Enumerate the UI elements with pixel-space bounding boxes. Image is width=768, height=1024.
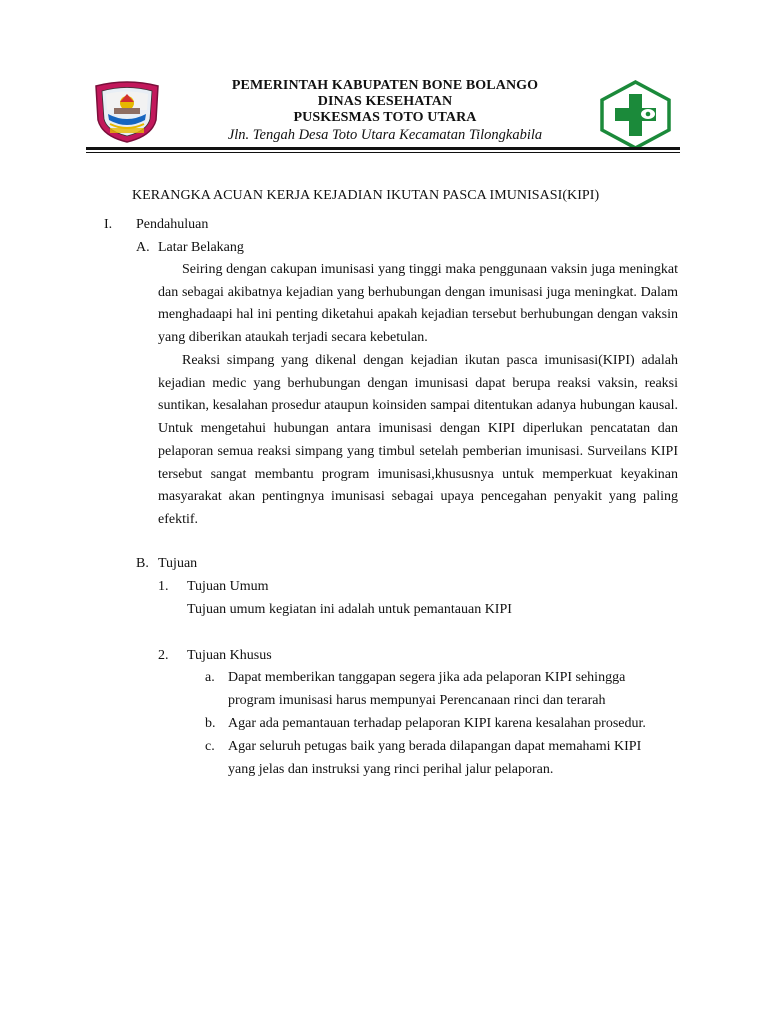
bone-bolango-crest-logo	[92, 80, 162, 144]
letterhead-rule-thin	[86, 152, 680, 153]
point-letter: a.	[205, 670, 215, 685]
item-heading: Tujuan Umum	[187, 579, 269, 594]
puskesmas-cross-logo	[598, 80, 673, 150]
item-number: 1.	[158, 579, 169, 594]
letterhead-government: PEMERINTAH KABUPATEN BONE BOLANGO	[231, 78, 539, 93]
letterhead-agency: DINAS KESEHATAN	[317, 94, 453, 109]
point-letter: b.	[205, 716, 216, 731]
document-title: KERANGKA ACUAN KERJA KEJADIAN IKUTAN PASCA IMUNISASI(KIPI)	[132, 188, 600, 203]
subsection-number: A.	[136, 240, 150, 255]
subsection-heading: Tujuan	[158, 556, 198, 571]
section-number: I.	[104, 217, 113, 232]
background-paragraph-2: Reaksi simpang yang dikenal dengan kejadian ikutan pasca imunisasi(KIPI) adalah kejadian medic yang berhubungan dengan imunisasi dapat berupa reaksi vaksin, reaksi suntikan, kesalahan prosedur ataupun koinsiden sampai ditentukan adanya hubungan kausal. Untuk mengetahui hubungan antara imunisasi dengan KIPI diperlukan pencatatan dan pelaporan semua reaksi simpang yang timbul setelah pemberian imunisasi. Surveilans KIPI tersebut sangat membantu program imunisasi,khususnya untuk memperkuat keyakinan masyarakat akan pentingnya imunisasi sebagai upaya pencegahan penyakit yang paling efektif.	[158, 353, 678, 527]
item-text: Tujuan umum kegiatan ini adalah untuk pemantauan KIPI	[187, 602, 512, 617]
point-letter: c.	[205, 739, 215, 754]
point-text: Agar ada pemantauan terhadap pelaporan KIPI karena kesalahan prosedur.	[228, 716, 646, 731]
letterhead	[180, 78, 590, 144]
item-number: 2.	[158, 648, 169, 663]
point-text: Agar seluruh petugas baik yang berada dilapangan dapat memahami KIPI	[228, 739, 642, 754]
letterhead-clinic: PUSKESMAS TOTO UTARA	[293, 110, 477, 125]
section-heading: Pendahuluan	[136, 217, 209, 232]
point-text: program imunisasi harus mempunyai Perencanaan rinci dan terarah	[228, 693, 606, 708]
subsection-heading: Latar Belakang	[158, 240, 244, 255]
letterhead-rule-thick	[86, 147, 680, 150]
point-text: Dapat memberikan tanggapan segera jika ada pelaporan KIPI sehingga	[228, 670, 626, 685]
item-heading: Tujuan Khusus	[187, 648, 272, 663]
letterhead-address: Jln. Tengah Desa Toto Utara Kecamatan Tilongkabila	[227, 127, 543, 143]
point-text: yang jelas dan instruksi yang rinci perihal jalur pelaporan.	[228, 762, 554, 777]
subsection-number: B.	[136, 556, 149, 571]
background-paragraph-1: Seiring dengan cakupan imunisasi yang tinggi maka penggunaan vaksin juga meningkat dan sebagai akibatnya kejadian yang berhubungan dengan imunisasi juga meningkat. Dalam menghadaapi hal ini penting diketahui apakah kejadian tersebut berhubungan dengan vaksin yang diberikan ataukah terjadi secara kebetulan.	[158, 262, 678, 346]
